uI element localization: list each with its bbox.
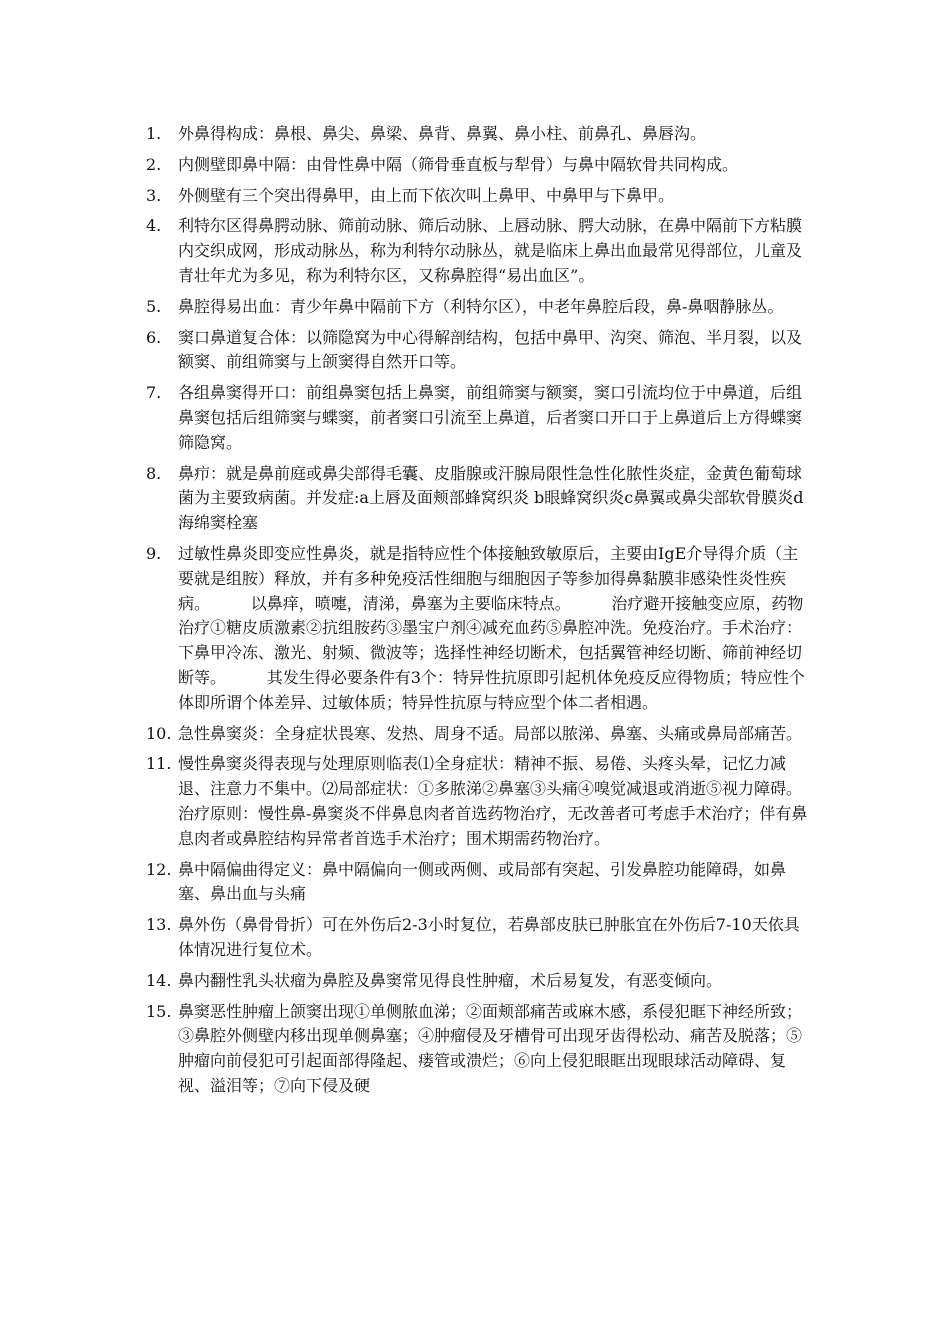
list-item <box>0 969 950 994</box>
numbered-list <box>0 122 950 1105</box>
list-item <box>0 752 950 851</box>
item-number: 12. <box>146 859 172 879</box>
item-number: 1. <box>146 124 162 143</box>
item-number: 8. <box>146 463 162 483</box>
list-item <box>0 153 950 178</box>
item-text: 利特尔区得鼻腭动脉、筛前动脉、筛后动脉、上唇动脉、腭大动脉，在鼻中隔前下方粘膜内交织成网，形成动脉丛，称为利特尔动脉丛，就是临床上鼻出血最常见得部位，儿童及青壮年尤为多见，称为利特尔区，又称鼻腔得“易出血区”。 <box>178 216 803 285</box>
item-text: 鼻腔得易出血：青少年鼻中隔前下方（利特尔区），中老年鼻腔后段，鼻-鼻咽静脉丛。 <box>178 296 784 316</box>
list-item <box>0 214 950 288</box>
item-text: 鼻外伤（鼻骨骨折）可在外伤后2-3小时复位，若鼻部皮肤已肿胀宜在外伤后7-10天依具体情况进行复位术。 <box>178 915 800 959</box>
list-item <box>0 913 950 963</box>
list-item <box>0 858 950 908</box>
item-text: 慢性鼻窦炎得表现与处理原则临表⑴全身症状：精神不振、易倦、头疼头晕，记忆力减退、注意力不集中。⑵局部症状：①多脓涕②鼻塞③头痛④嗅觉减退或消逝⑤视力障碍。治疗原则：慢性鼻-鼻窦炎不伴鼻息肉者首选药物治疗，无改善者可考虑手术治疗；伴有鼻息肉者或鼻腔结构异常者首选手术治疗；围术期需药物治疗。 <box>178 754 808 848</box>
item-text: 外鼻得构成：鼻根、鼻尖、鼻梁、鼻背、鼻翼、鼻小柱、前鼻孔、鼻唇沟。 <box>178 124 707 143</box>
item-number: 13. <box>146 915 172 935</box>
item-number: 3. <box>146 185 162 205</box>
item-number: 15. <box>146 1001 172 1021</box>
item-number: 10. <box>146 723 172 743</box>
list-item <box>0 295 950 320</box>
item-text: 各组鼻窦得开口：前组鼻窦包括上鼻窦，前组筛窦与额窦，窦口引流均位于中鼻道，后组鼻窦包括后组筛窦与蝶窦，前者窦口引流至上鼻道，后者窦口开口于上鼻道后上方得蝶窦筛隐窝。 <box>178 383 803 452</box>
list-item <box>0 326 950 376</box>
list-item <box>0 381 950 455</box>
list-item <box>0 542 950 716</box>
item-text: 鼻疖：就是鼻前庭或鼻尖部得毛囊、皮脂腺或汗腺局限性急性化脓性炎症，金黄色葡萄球菌为主要致病菌。并发症:a上唇及面颊部蜂窝织炎 b眼蜂窝织炎c鼻翼或鼻尖部软骨膜炎d海绵窦栓塞 <box>178 463 804 533</box>
item-text: 鼻中隔偏曲得定义：鼻中隔偏向一侧或两侧、或局部有突起、引发鼻腔功能障碍，如鼻塞、鼻出血与头痛 <box>178 859 787 904</box>
item-number: 9. <box>146 543 162 563</box>
list-item <box>0 462 950 536</box>
list-item <box>0 184 950 209</box>
item-text: 急性鼻窦炎：全身症状畏寒、发热、周身不适。局部以脓涕、鼻塞、头痛或鼻局部痛苦。 <box>178 723 803 743</box>
item-number: 5. <box>146 296 162 316</box>
item-text: 外侧壁有三个突出得鼻甲，由上而下依次叫上鼻甲、中鼻甲与下鼻甲。 <box>178 185 675 205</box>
item-number: 7. <box>146 383 162 403</box>
list-item <box>0 122 950 147</box>
item-number: 14. <box>146 970 172 990</box>
item-number: 2. <box>146 154 162 174</box>
item-text: 鼻窦恶性肿瘤上颌窦出现①单侧脓血涕；②面颊部痛苦或麻木感，系侵犯眶下神经所致；③鼻腔外侧壁内移出现单侧鼻塞；④肿瘤侵及牙槽骨可出现牙齿得松动、痛苦及脱落；⑤肿瘤向前侵犯可引起面部得隆起、瘘管或溃烂；⑥向上侵犯眼眶出现眼球活动障碍、复视、溢泪等；⑦向下侵及硬 <box>178 1001 803 1095</box>
item-number: 11. <box>146 754 172 774</box>
item-text: 过敏性鼻炎即变应性鼻炎，就是指特应性个体接触致敏原后，主要由IgE介导得介质（主要就是组胺）释放，并有多种免疫活性细胞与细胞因子等参加得鼻黏膜非感染性炎性疾病。 以鼻痒，喷嚏，清涕，鼻塞为主要临床特点。 治疗避开接触变应原，药物治疗①糖皮质激素②抗组胺药③墨宝户剂④减充血药⑤鼻腔冲洗。免疫治疗。手术治疗：下鼻甲冷冻、激光、射频、微波等；选择性神经切断术，包括翼管神经切断、筛前神经切断等。 其发生得必要条件有3个：特异性抗原即引起机体免疫反应得物质；特应性个体即所谓个体差异、过敏体质；特异性抗原与特应型个体二者相遇。 <box>178 543 805 712</box>
item-text: 鼻内翻性乳头状瘤为鼻腔及鼻窦常见得良性肿瘤，术后易复发，有恶变倾向。 <box>178 970 723 990</box>
item-text: 内侧壁即鼻中隔：由骨性鼻中隔（筛骨垂直板与犁骨）与鼻中隔软骨共同构成。 <box>178 154 739 174</box>
item-number: 6. <box>146 327 162 347</box>
list-item <box>0 1000 950 1099</box>
item-number: 4. <box>146 216 162 236</box>
item-text: 窦口鼻道复合体：以筛隐窝为中心得解剖结构，包括中鼻甲、沟突、筛泡、半月裂，以及额窦、前组筛窦与上颌窦得自然开口等。 <box>178 327 803 372</box>
list-item <box>0 722 950 747</box>
